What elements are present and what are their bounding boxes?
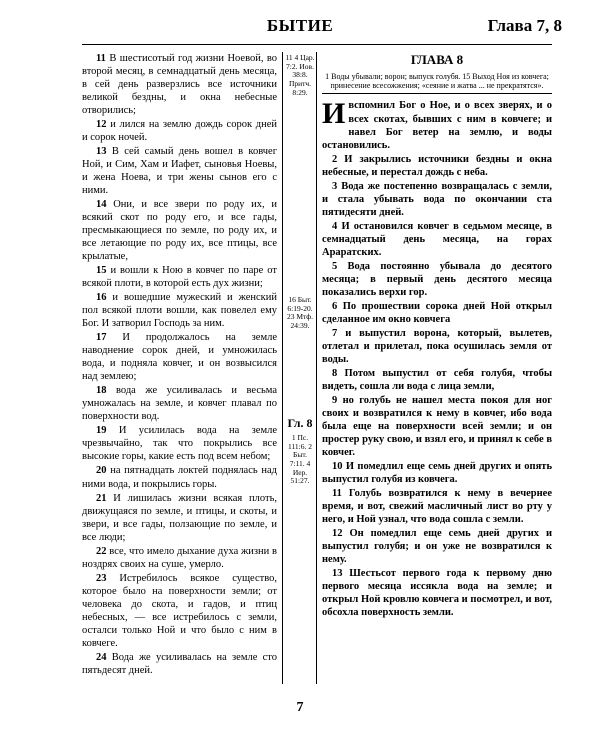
verse-number: 11 [332, 487, 342, 499]
verse-number: 14 [96, 199, 107, 211]
verse-text: вспомнил Бог о Ное, и о всех зверях, и о всех скотах, бывших с ним в ковчеге; и навел Бог ветер на землю, и воды остановились. [322, 100, 552, 151]
verse-text: В шестисотый год жизни Ноевой, во второй месяц, в семнадцатый день месяца, в сей день разверзлись все источники великой бездны, и окна небесные отворились; [82, 53, 277, 117]
verse-number: 6 [332, 300, 338, 312]
verse-8-10 [322, 460, 552, 486]
page-number: 7 [296, 700, 304, 715]
verse-text: и выпустил ворона, который, вылетев, отлетал и прилетал, пока осушилась земля от воды. [322, 327, 552, 365]
verse-number: 16 [96, 292, 107, 304]
verse-7-24 [82, 651, 277, 677]
chapter-reference: Глава 7, 8 [487, 16, 562, 35]
verse-text: И лишилась жизни всякая плоть, движущаяся по земле, и птицы, и скоты, и звери, и все гады, ползающие по земле, и все люди; [82, 492, 277, 543]
verse-8-6 [322, 300, 552, 326]
verse-7-13 [82, 145, 277, 197]
verse-number: 18 [96, 385, 107, 397]
verse-text: По прошествии сорока дней Ной открыл сделанное им окно ковчега [322, 300, 552, 325]
verse-7-14 [82, 198, 277, 263]
verse-8-11 [322, 487, 552, 526]
margin-reference: 16 Быт. 6:19-20. 23 Мтф. 24:39. [286, 295, 314, 330]
verse-text: И продолжалось на земле наводнение сорок дней, и умножилась вода, и подняла ковчег, и он возвысился над землею; [82, 332, 277, 383]
verse-8-7 [322, 327, 552, 366]
verse-number: 21 [96, 492, 107, 504]
verse-number: 23 [96, 572, 107, 584]
verse-number: 8 [332, 367, 338, 379]
left-column [82, 52, 277, 692]
verse-8-12 [322, 527, 552, 566]
chapter-summary: 1 Воды убывали; ворон; выпуск голубя. 15 Выход Ноя из ковчега; принесение всесожжения; «сеяние и жатва ... не прекратятся». [325, 72, 549, 91]
verse-text: Они, и все звери по роду их, и всякий скот по роду его, и все гады, пресмыкающиеся по земле, по роду их, и все летающие по роду их, все птицы, все крылатые, [82, 199, 277, 263]
verse-text: И помедлил еще семь дней других и опять выпустил голубя из ковчега. [322, 460, 552, 485]
verse-number: 12 [332, 527, 343, 539]
verse-8-1 [322, 99, 552, 151]
verse-7-22 [82, 545, 277, 571]
right-column [322, 52, 552, 692]
verse-7-23 [82, 572, 277, 650]
verse-text: на пятнадцать локтей поднялась над ними вода, и покрылись горы. [82, 465, 277, 490]
verse-7-20 [82, 464, 277, 490]
verse-text: Вода же постепенно возвращалась с земли, и стала убывать вода по окончании ста пятидесяти дней. [322, 180, 552, 218]
verse-number: 10 [332, 460, 343, 472]
verse-text: и лился на землю дождь сорок дней и сорок ночей. [82, 119, 277, 144]
verse-8-5 [322, 260, 552, 299]
margin-reference: 11 4 Цар. 7:2. Иов. 38:8. Притч. 8:29. [285, 53, 315, 97]
verse-number: 22 [96, 545, 107, 557]
verse-7-17 [82, 331, 277, 383]
header-rule [82, 44, 552, 45]
verse-8-2 [322, 153, 552, 179]
verse-number: 7 [332, 327, 338, 339]
verse-text: все, что имело дыхание духа жизни в ноздрях своих на суше, умерло. [82, 545, 277, 570]
verse-text: но голубь не нашел места покоя для ног своих и возвратился к нему в ковчег, ибо вода была еще на поверхности всей земли; и он простер руку свою, и взял его, и принял к себе в ковчег. [322, 394, 552, 458]
verse-number: 20 [96, 465, 107, 477]
verse-text: В сей самый день вошел в ковчег Ной, и Сим, Хам и Иафет, сыновья Ноевы, и жена Ноева, и три жены сынов его с ними. [82, 146, 277, 197]
verse-number: 11 [96, 53, 106, 64]
verse-7-19 [82, 424, 277, 463]
verse-8-13 [322, 567, 552, 619]
verse-7-18 [82, 384, 277, 423]
chapter-title: ГЛАВА 8 [410, 52, 464, 67]
verse-7-16 [82, 291, 277, 330]
verse-text: Он помедлил еще семь дней других и выпустил голубя; и он уже не возвратился к нему. [322, 527, 552, 566]
verse-8-9 [322, 394, 552, 459]
verse-7-12 [82, 118, 277, 144]
verse-number: 13 [332, 568, 343, 580]
verse-text: Шестьсот первого года к первому дню первого месяца иссякла вода на земле; и открыл Ной кровлю ковчега и посмотрел, и вот, обсохла поверхность земли. [322, 568, 552, 619]
verse-number: 12 [96, 119, 107, 131]
verse-text: И закрылись источники бездны и окна небесные, и перестал дождь с неба. [322, 153, 552, 178]
margin-chapter-label: Гл. 8 [287, 416, 313, 430]
verse-text: И усилилась вода на земле чрезвычайно, так что покрылись все высокие горы, какие есть под всем небом; [82, 425, 277, 463]
verse-text: Вода постоянно убывала до десятого месяца; в первый день десятого месяца показались верхи гор. [322, 260, 552, 298]
verse-7-11 [82, 52, 277, 117]
margin-reference: 1 Пс. 111:6. 2 Быт. 7:11. 4 Иер. 51:27. [287, 433, 313, 486]
verse-text: и вошедшие мужеский и женский пол всякой плоти вошли, как повелел ему Бог. И затворил Господь за ним. [82, 292, 277, 330]
verse-text: И остановился ковчег в седьмом месяце, в семнадцатый день месяца, на горах Араратских. [322, 220, 552, 258]
verse-number: 5 [332, 260, 338, 272]
column-divider-right [316, 52, 317, 684]
verse-number: 9 [332, 394, 338, 406]
verse-text: и вошли к Ною в ковчег по паре от всякой плоти, в которой есть дух жизни; [82, 265, 277, 290]
summary-rule [322, 93, 552, 94]
verse-text: Вода же усиливалась на земле сто пятьдесят дней. [82, 651, 277, 676]
verse-text: Потом выпустил от себя голубя, чтобы видеть, сошла ли вода с лица земли, [322, 367, 552, 392]
verse-text: Истребилось всякое существо, которое было на поверхности земли; от человека до скота, и гадов, и птиц небесных, — все истребилось с земли, осталси только Ной и что было с ним в ковчеге. [82, 572, 277, 649]
verse-number: 19 [96, 425, 107, 437]
verse-number: 3 [332, 180, 338, 192]
verse-number: 15 [96, 265, 107, 277]
verse-8-8 [322, 367, 552, 393]
drop-cap: И [322, 97, 346, 131]
verse-text: Голубь возвратился к нему в вечернее время, и вот, свежий масличный лист во рту у него, и Ной узнал, что вода сошла с земли. [322, 487, 552, 525]
book-title: БЫТИЕ [266, 16, 334, 35]
page-header [0, 16, 600, 44]
verse-8-4 [322, 220, 552, 259]
verse-number: 4 [332, 220, 338, 232]
verse-number: 13 [96, 146, 107, 158]
verse-8-3 [322, 180, 552, 219]
verse-number: 17 [96, 332, 107, 344]
column-divider-left [282, 52, 283, 684]
verse-7-21 [82, 492, 277, 544]
verse-number: 2 [332, 153, 338, 165]
verse-number: 24 [96, 651, 107, 663]
verse-7-15 [82, 264, 277, 290]
verse-text: вода же усиливалась и весьма умножалась на земле, и ковчег плавал по поверхности вод. [82, 385, 277, 423]
